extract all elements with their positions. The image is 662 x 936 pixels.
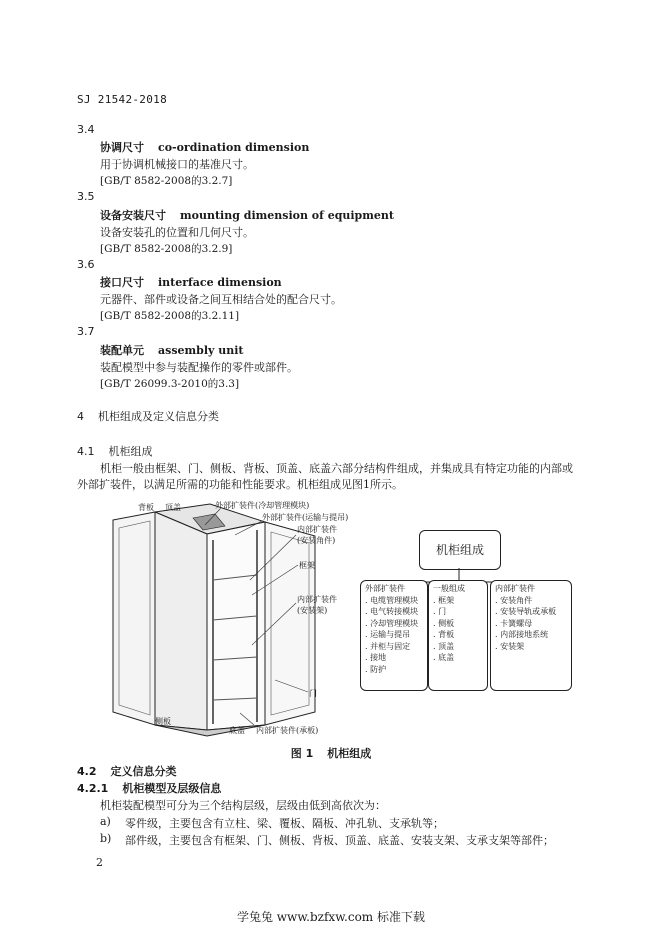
list-letter: b) (100, 832, 112, 845)
term-en: interface dimension (158, 276, 282, 289)
footer-watermark: 学兔兔 www.bzfxw.com 标准下载 (236, 910, 426, 924)
label-ext-cooling: 外部扩装件(冷却管理模块) (215, 501, 310, 510)
label-int-corner-sub: (安装角件) (297, 536, 336, 545)
label-side-panel: 侧板 (155, 717, 171, 726)
figure-caption: 图 1 机柜组成 (290, 747, 372, 760)
paragraph-line: 外部扩装件，以满足所需的功能和性能要求。机柜组成见图1所示。 (77, 478, 403, 491)
label-int-rack-sub: (安装架) (297, 606, 328, 615)
diagram-external-box: 外部扩装件 . 电缆管理模块 . 电气转接模块 . 冷却管理模块 . 运输与提吊 . 并柜与固定 . 接地 . 防护 (360, 580, 428, 691)
term-number: 3.6 (77, 258, 95, 271)
term-definition: 用于协调机械接口的基准尺寸。 (100, 158, 254, 171)
term-cn: 设备安装尺寸 (100, 209, 166, 222)
label-ext-transport: 外部扩装件(运输与提吊) (262, 513, 349, 522)
standard-code: SJ 21542-2018 (77, 93, 167, 106)
term-source: [GB/T 26099.3-2010的3.3] (100, 378, 240, 390)
diagram-internal-box: 内部扩装件 . 安装角件 . 安装导轨或承板 . 卡簧螺母 . 内部接地系统 . 安装架 (490, 580, 572, 691)
subsection-heading: 4.1 机柜组成 (77, 445, 153, 458)
term-cn: 装配单元 (100, 344, 144, 357)
term-number: 3.4 (77, 123, 95, 136)
term-source: [GB/T 8582-2008的3.2.11] (100, 310, 240, 322)
term-en: co-ordination dimension (158, 141, 310, 154)
term-source: [GB/T 8582-2008的3.2.9] (100, 243, 233, 255)
term-number: 3.7 (77, 325, 95, 338)
subsection-heading: 4.2.1 机柜模型及层级信息 (77, 782, 222, 795)
label-bottom-cover: 底盖 (229, 726, 245, 735)
term-definition: 元器件、部件或设备之间互相结合处的配合尺寸。 (100, 293, 342, 306)
term-source: [GB/T 8582-2008的3.2.7] (100, 175, 233, 187)
term-title (100, 274, 282, 290)
term-title (100, 342, 244, 358)
list-item: 零件级，主要包含有立柱、梁、覆板、隔板、冲孔轨、支承轨等； (125, 817, 444, 830)
label-door: 门 (309, 689, 317, 698)
term-title (100, 139, 309, 155)
label-int-bearing: 内部扩装件(承板) (256, 726, 319, 735)
label-top-cover: 顶盖 (165, 503, 181, 512)
list-item: 部件级，主要包含有框架、门、侧板、背板、顶盖、底盖、安装支架、支承支架等部件； (125, 834, 554, 847)
paragraph-line: 机柜装配模型可分为三个结构层级，层级由低到高依次为： (100, 799, 386, 812)
term-number: 3.5 (77, 190, 95, 203)
label-frame: 框架 (299, 561, 315, 570)
leader-lines (180, 505, 310, 730)
page-number: 2 (96, 856, 103, 869)
term-definition: 设备安装孔的位置和几何尺寸。 (100, 226, 254, 239)
list-letter: a) (100, 815, 111, 828)
label-int-corner: 内部扩装件 (297, 525, 337, 534)
diagram-general-box: 一般组成 . 框架 . 门 . 侧板 . 背板 . 顶盖 . 底盖 (428, 580, 488, 691)
section-heading: 4 机柜组成及定义信息分类 (77, 410, 219, 423)
label-int-rack: 内部扩装件 (297, 595, 337, 604)
diagram-root-box: 机柜组成 (419, 530, 501, 570)
term-cn: 协调尺寸 (100, 141, 144, 154)
term-en: mounting dimension of equipment (180, 209, 394, 222)
label-back-panel: 背板 (138, 503, 154, 512)
subsection-heading: 4.2 定义信息分类 (77, 765, 177, 778)
term-en: assembly unit (158, 344, 244, 357)
term-title (100, 207, 394, 223)
term-cn: 接口尺寸 (100, 276, 144, 289)
term-definition: 装配模型中参与装配操作的零件或部件。 (100, 361, 298, 374)
paragraph-line: 机柜一般由框架、门、侧板、背板、顶盖、底盖六部分结构件组成，并集成具有特定功能的内部或 (100, 462, 573, 475)
